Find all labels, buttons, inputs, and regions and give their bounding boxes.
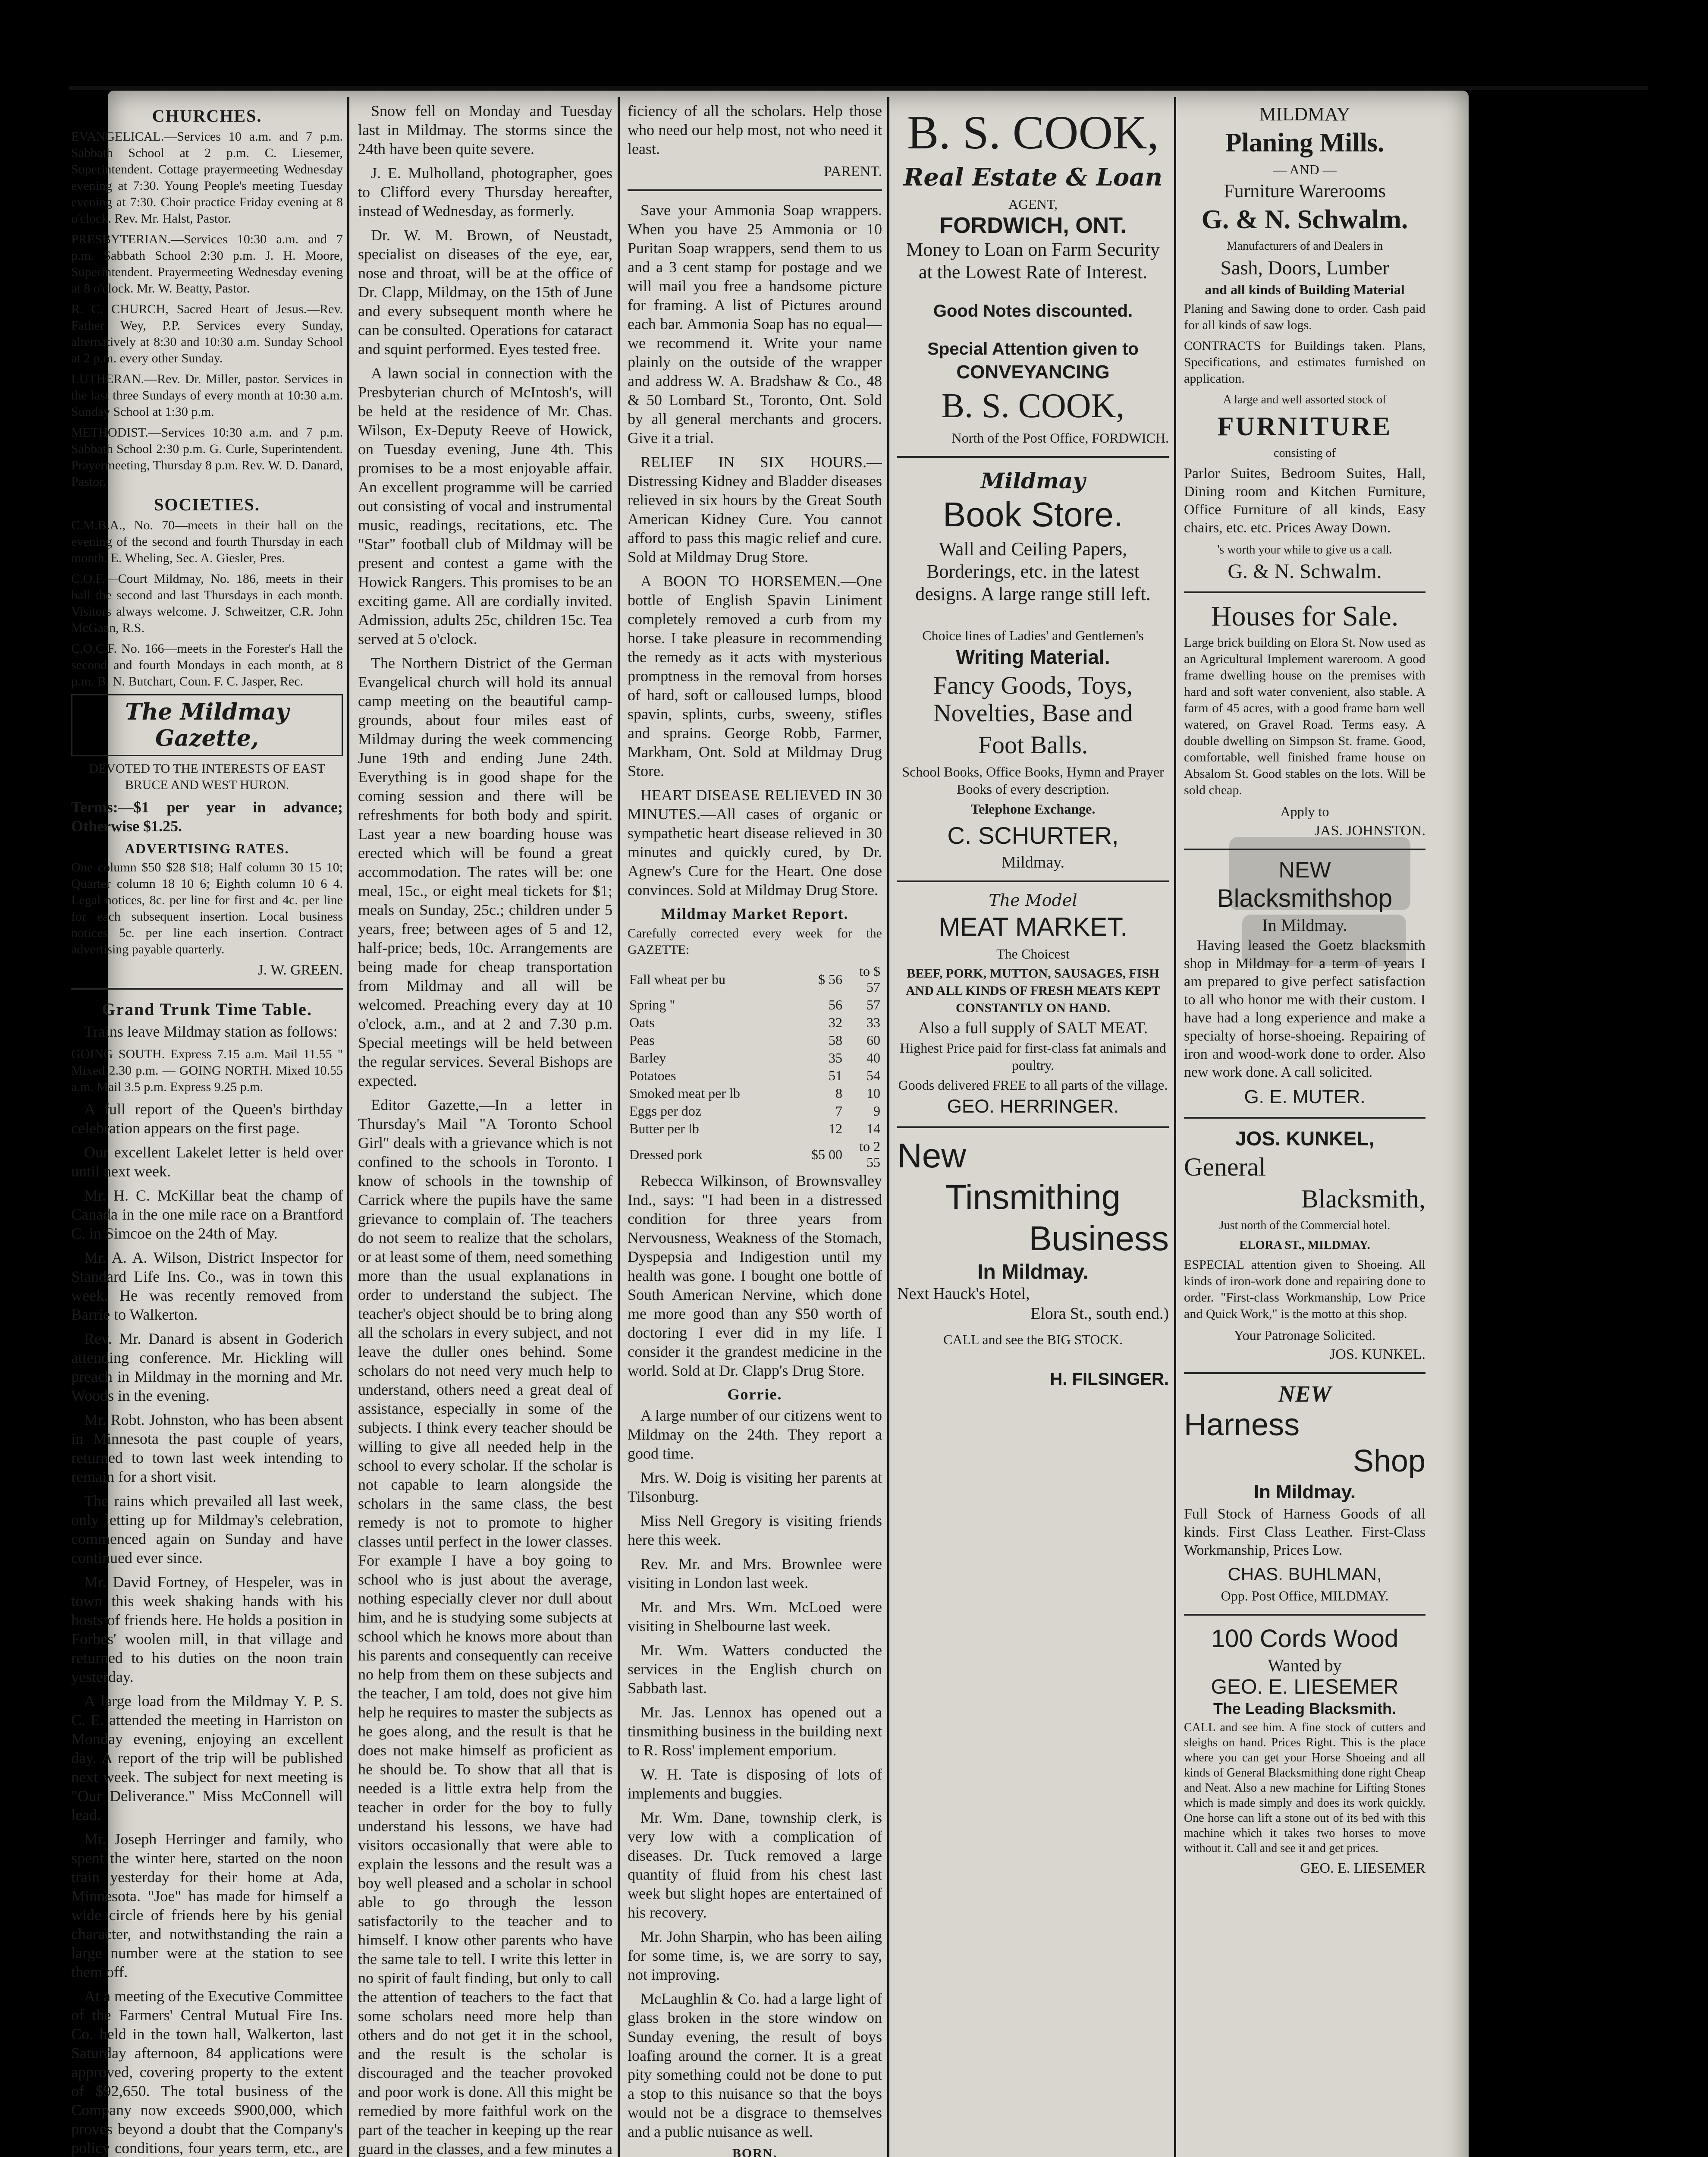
furniture-name: G. & N. Schwalm.: [1228, 560, 1382, 583]
gorrie-item: Mrs. W. Doig is visiting her parents at Tilsonburg.: [628, 1469, 882, 1505]
market-high: to $ 57: [859, 963, 880, 995]
gorrie-item: Mr. Jas. Lennox has opened out a tinsmithing business in the building next to R. Ross' implement emporium.: [628, 1704, 882, 1759]
gorrie-item: Rev. Mr. and Mrs. Brownlee were visiting in London last week.: [628, 1555, 882, 1591]
letter-signature: PARENT.: [823, 164, 882, 179]
tin-business: Business: [1029, 1219, 1169, 1258]
column-3: [628, 101, 882, 2157]
society-entry: C.O.F.—Court Mildmay, No. 186, meets in their hall the second and last Thursdays in each month. Visitors always welcome. J. Schweitzer, C.R. John McGaan, R.S.: [71, 572, 343, 635]
church-entry: EVANGELICAL.—Services 10 a.m. and 7 p.m. Sabbath School at 2 p.m. C. Liesemer, Superintendent. Cottage prayermeeting Wednesday evening at 7:30. Young People's meeting Tuesday evening at 7:30. Choir practice Friday evening at 8 o'clock. Rev. Mr. Halst, Pastor.: [71, 129, 343, 226]
society-entry: C.O.C.F. No. 166—meets in the Forester's Hall the second and fourth Mondays in each month, at 8 p.m. B. N. Butchart, Coun. F. C. Jasper, Rec.: [71, 641, 343, 689]
plan-build: and all kinds of Building Material: [1205, 282, 1405, 297]
blacksmith-body: Having leased the Goetz blacksmith shop in Mildmay for a term of years I am prepared to give perfect satisfaction to all who honor me with their custom. I have had a long experience and make a specialty of horse-shoeing. Repairing of iron and wood-work done to order. Also new work done. A call solicited.: [1184, 937, 1425, 1080]
meat-price: Highest Price paid for first-class fat animals and poultry.: [900, 1040, 1166, 1073]
churches-heading: CHURCHES.: [152, 106, 262, 126]
church-entry: LUTHERAN.—Rev. Dr. Miller, pastor. Services in the last three Sundays of every month at 10:30 a.m. Sunday School at 1:30 p.m.: [71, 372, 343, 419]
divider: [1184, 1372, 1425, 1374]
furniture-title: FURNITURE: [1217, 412, 1392, 441]
gorrie-item: W. H. Tate is disposing of lots of implements and buggies.: [628, 1766, 882, 1802]
houses-title: Houses for Sale.: [1211, 601, 1399, 632]
table-row: [628, 1085, 882, 1102]
tin-call: CALL and see the BIG STOCK.: [943, 1332, 1123, 1347]
notice-item: HEART DISEASE RELIEVED IN 30 MINUTES.—All cases of organic or sympathetic heart disease relieved in 30 minutes and quickly cured, by Dr. Agnew's Cure for the Heart. One dose convinces. Sold at Mildmay Drug Store.: [628, 786, 882, 899]
book-foot: Foot Balls.: [978, 731, 1088, 759]
meat-choicest: The Choicest: [996, 946, 1070, 962]
market-item: Spring ": [629, 997, 675, 1012]
letter-continued: ficiency of all the scholars. Help those who need our help most, not who need it least.: [628, 102, 882, 157]
ad-rates-heading: ADVERTISING RATES.: [125, 841, 289, 856]
meat-salt: Also a full supply of SALT MEAT.: [918, 1019, 1148, 1037]
blacksmith-in: In Mildmay.: [1262, 915, 1347, 935]
cords-leading: The Leading Blacksmith.: [1213, 1700, 1397, 1717]
market-high: 14: [867, 1121, 880, 1136]
gorrie-item: Mr. and Mrs. Wm. McLoed were visiting in Shelbourne last week.: [628, 1598, 882, 1635]
market-low: 58: [829, 1032, 842, 1048]
local-item: A large load from the Mildmay Y. P. S. C. E. attended the meeting in Harriston on Monday evening, enjoying an excellent day. A report of the trip will be published next week. The subject for next meeting is "Our Deliverance." Miss McConnell will lead.: [71, 1692, 343, 1824]
book-telephone: Telephone Exchange.: [970, 801, 1096, 817]
gorrie-item: A large number of our citizens went to Mildmay on the 24th. They report a good time.: [628, 1407, 882, 1462]
subscription-terms: Terms:—$1 per year in advance; Otherwise $1.25.: [71, 799, 343, 835]
tin-title: Tinsmithing: [945, 1178, 1121, 1216]
local-item: Our excellent Lakelet letter is held over until next week.: [71, 1144, 343, 1180]
market-low: 35: [829, 1050, 842, 1066]
divider: [1184, 1614, 1425, 1616]
gorrie-heading: Gorrie.: [727, 1386, 782, 1403]
plan-title: Planing Mills.: [1225, 128, 1385, 157]
gorrie-item: Mr. Wm. Dane, township clerk, is very low with a complication of diseases. Dr. Tuck removed a large quantity of fluid from his chest last week but slight hopes are entertained of his recovery.: [628, 1809, 882, 1921]
harness-body: Full Stock of Harness Goods of all kinds. First Class Leather. First-Class Workmanship, Prices Low.: [1184, 1506, 1425, 1558]
divider: [1184, 849, 1425, 850]
meat-name: GEO. HERRINGER.: [947, 1096, 1119, 1117]
table-row: [628, 1120, 882, 1138]
market-low: $ 56: [818, 971, 842, 987]
kunkel-body: ESPECIAL attention given to Shoeing. All kinds of iron-work done and repairing done to order. "First-class Workmanship, Low Price and Quick Work," is the motto at this shop.: [1184, 1258, 1425, 1321]
plan-name: G. & N. Schwalm.: [1201, 205, 1408, 234]
market-item: Dressed pork: [629, 1146, 703, 1162]
letter-to-editor: Editor Gazette,—In a letter in Thursday's Mail "A Toronto School Girl" deals with a grievance which is not confined to the schools in Toronto. I know of schools in the township of Carrick where the pupils have the same grievance to complain of. The teachers do not seem to realize that the scholars, or at least some of them, need something more than the usual explanations in order to understand the subject. The teacher's object should be to bring along all the scholars in every subject, and not leave the duller ones behind. Some scholars do not need very much help to understand, others need a great deal of assistance, especially in some of the subjects. I think every teacher should be willing to give all needed help in the school to every scholar. If the scholar is not capable to learn alongside the scholars in the same class, the best remedy is not to promote to higher classes until perfect in the lower classes. For example I have a boy going to school who is just about the average, nothing especially clever nor dull about him, and he is studying some subjects at school which he knows more about than his parents and consequently can receive no help from them on these subjects and the teacher, I am told, does not give him help he requires to master the subjects as he goes along, and the result is that he does not make himself as proficient as he should be. To show that all that is needed is a little extra help from the teacher in order for the boy to fully understand his lessons, we have had visitors occasionally that were able to explain the lessons and the result was a boy well pleased and a scholar in school able to go through the lesson satisfactorily to the teacher and to himself. I know other parents who have the same tale to tell. I write this letter in no spirit of fault finding, but only to call the attention of teachers to the fact that some scholars need more help than others and do not get it in the school, and the result is the scholar is discouraged and the teacher provoked and poor work is done. All this might be remedied by more faithful work on the part of the teacher in keeping up the rear guard in the classes, and a few minutes a: [358, 1096, 612, 2157]
book-school: School Books, Office Books, Hymn and Prayer Books of every description.: [902, 764, 1164, 797]
kunkel-signature: JOS. KUNKEL.: [1330, 1346, 1425, 1362]
table-row: [628, 1014, 882, 1031]
book-writing: Writing Material.: [956, 646, 1110, 668]
market-item: Fall wheat per bu: [629, 971, 726, 987]
market-high: 40: [867, 1050, 880, 1066]
book-title: Book Store.: [942, 495, 1123, 534]
column-rule: [887, 97, 889, 2157]
plan-furn: Furniture Warerooms: [1224, 180, 1386, 201]
market-high: to 2 55: [859, 1138, 880, 1170]
divider: [897, 880, 1169, 882]
divider: [897, 456, 1169, 458]
book-choice: Choice lines of Ladies' and Gentlemen's: [922, 628, 1144, 643]
church-entry: R. C. CHURCH, Sacred Heart of Jesus.—Rev. Father Wey, P.P. Services every Sunday, alternatively at 8:30 and 10:30 a.m. Sunday School at 2 p.m. every other Sunday.: [71, 302, 343, 365]
local-item: Mr. David Fortney, of Hespeler, was in town this week shaking hands with his hosts of friends here. He holds a position in Forbes' woolen mill, in that village and returned to his duties on the noon train yesterday.: [71, 1573, 343, 1685]
ad-rates: One column $50 $28 $18; Half column 30 15 10; Quarter column 18 10 6; Eighth column 10 6 4. Legal notices, 8c. per line for first and 4c. per line for each subsequent insertion. Local business notices 5c. per line each insertion. Contract advertising payable quarterly.: [71, 860, 343, 956]
cook-place: FORDWICH, ONT.: [939, 213, 1127, 238]
market-item: Smoked meat per lb: [629, 1085, 740, 1101]
houses-body: Large brick building on Elora St. Now used as an Agricultural Implement wareroom. A good frame dwelling house on the premises with hard and soft water convenient, also stable. A farm of 45 acres, with a good frame barn well watered, on Gravel Road. Terms easy. A double dwelling on Simpson St. frame. Good, comfortable, well finished frame house on Absalom St. Good stables on the lots. Will be sold cheap.: [1184, 635, 1425, 797]
divider: [628, 189, 882, 191]
market-high: 10: [867, 1085, 880, 1101]
local-item: A full report of the Queen's birthday celebration appears on the first page.: [71, 1101, 343, 1137]
local-item: Mr. H. C. McKillar beat the champ of Canada in the one mile race on a Brantford C. in Simcoe on the 24th of May.: [71, 1187, 343, 1242]
kunkel-blacksmith: Blacksmith,: [1301, 1185, 1425, 1213]
top-rule: [69, 86, 1648, 90]
book-town: Mildmay.: [1001, 853, 1065, 871]
cords-body: CALL and see him. A fine stock of cutters and sleighs on hand. Prices Right. This is the place where you can get your Horse Shoeing and all kinds of General Blacksmithing done right Cheap and Neat. Also a new machine for Lifting Stones which is made simply and does its work quickly. One horse can lift a stone out of its bed with this machine which it takes two horses to move without it. Call and see it and get prices.: [1184, 1721, 1425, 1855]
table-row: [628, 996, 882, 1014]
harness-address: Opp. Post Office, MILDMAY.: [1221, 1588, 1389, 1604]
table-row: [628, 962, 882, 996]
harness-shop: Shop: [1353, 1444, 1425, 1478]
gorrie-item: McLaughlin & Co. had a large light of glass broken in the store window on Sunday evening, the result of boys loafing around the corner. It is a great pity something could not be done to put a stop to this nuisance so that the boys would not be a disgrace to themselves and a public nuisance as well.: [628, 1990, 882, 2140]
market-item: Potatoes: [629, 1068, 676, 1083]
market-low: 51: [829, 1068, 842, 1083]
cook-special: Special Attention given to: [927, 340, 1139, 358]
harness-name: CHAS. BUHLMAN,: [1228, 1564, 1382, 1584]
market-heading: Mildmay Market Report.: [661, 905, 849, 922]
houses-name: JAS. JOHNSTON.: [1314, 823, 1425, 839]
market-intro: Carefully corrected every week for the GAZETTE:: [628, 926, 882, 957]
cords-name: GEO. E. LIESEMER: [1211, 1676, 1399, 1698]
plan-saw: Planing and Sawing done to order. Cash paid for all kinds of saw logs.: [1184, 302, 1425, 332]
masthead: The Mildmay Gazette,: [71, 694, 343, 756]
cords-wanted: Wanted by: [1268, 1656, 1342, 1675]
market-item: Butter per lb: [629, 1121, 699, 1136]
local-item: The rains which prevailed all last week, only letting up for Mildmay's celebration, commenced again on Sunday and have continued ever since.: [71, 1492, 343, 1566]
tin-next: Next Hauck's Hotel,: [897, 1285, 1030, 1303]
cook-subtitle: Real Estate & Loan: [903, 163, 1163, 192]
local-item: J. E. Mulholland, photographer, goes to Clifford every Thursday hereafter, instead of Wednesday, as formerly.: [358, 164, 612, 220]
column-rule: [347, 97, 349, 2157]
market-low: $5 00: [811, 1146, 842, 1162]
masthead-devoted: DEVOTED TO THE INTERESTS OF EAST BRUCE AND WEST HURON.: [89, 761, 325, 792]
kunkel-just: Just north of the Commercial hotel.: [1219, 1219, 1391, 1232]
meat-model: The Model: [989, 891, 1077, 910]
divider: [1184, 1117, 1425, 1119]
book-fancy: Fancy Goods, Toys, Novelties, Base and: [933, 671, 1133, 727]
societies-heading: SOCIETIES.: [154, 495, 260, 514]
table-row: [628, 1138, 882, 1171]
column-rule: [1174, 97, 1176, 2157]
time-table-heading: Grand Trunk Time Table.: [102, 1000, 312, 1019]
plan-top: MILDMAY: [1259, 104, 1350, 125]
kunkel-street: ELORA ST., MILDMAY.: [1239, 1239, 1370, 1252]
church-entry: METHODIST.—Services 10:30 a.m. and 7 p.m. Sabbath School 2:30 p.m. G. Curle, Superintendent. Prayermeeting, Thursday 8 p.m. Rev. W. D. Danard, Pastor.: [71, 425, 343, 489]
market-low: 7: [835, 1103, 842, 1119]
table-row: [628, 1067, 882, 1085]
kunkel-general: General: [1184, 1153, 1266, 1181]
market-high: 33: [867, 1015, 880, 1030]
local-item: Mr. A. A. Wilson, District Inspector for Standard Life Ins. Co., was in town this week. He was recently removed from Barrie to Walkerton.: [71, 1249, 343, 1323]
local-item: A lawn social in connection with the Presbyterian church of McIntosh's, will be held at the residence of Mr. Chas. Wilson, Ex-Deputy Reeve of Howick, on Tuesday evening, June 4th. This promises to be a most enjoyable affair. An excellent programme will be carried out consisting of vocal and instrumental music, readings, recitations, etc. The "Star" football club of Mildmay will be present and contest a game with the Howick Rangers. This promises to be an exciting game. All are cordially invited. Admission, adults 25c, children 15c. Tea served at 5 o'clock.: [358, 365, 612, 648]
notice-item: Save your Ammonia Soap wrappers. When you have 25 Ammonia or 10 Puritan Soap wrappers, send them to us and a 3 cent stamp for postage and we will mail you free a handsome picture for framing. A list of Pictures around each bar. Ammonia Soap has no equal—we recommend it. Write your name plainly on the outside of the wrapper and address W. A. Bradshaw & Co., 48 & 50 Lombard St., Toronto, Ont. Sold by all general merchants and grocers. Give it a trial.: [628, 201, 882, 446]
local-item: At a meeting of the Executive Committee of the Farmers' Central Mutual Fire Ins. Co. held in the town hall, Walkerton, last Saturday afternoon, 84 applications were approved, covering property to the extent of $92,650. The total business of the Company now exceeds $900,000, which proves beyond a doubt that the Company's policy conditions, four years term, etc., are: [71, 1987, 343, 2157]
furniture-consist: consisting of: [1274, 446, 1336, 460]
table-row: [628, 1049, 882, 1067]
table-row: [628, 1102, 882, 1120]
market-low: 32: [829, 1015, 842, 1030]
plan-manu: Manufacturers of and Dealers in: [1226, 239, 1383, 253]
market-low: 12: [829, 1121, 842, 1136]
market-high: 60: [867, 1032, 880, 1048]
local-item: Rev. Mr. Danard is absent in Goderich attending conference. Mr. Hickling will preach in Mildmay in the morning and Mr. Woods in the evening.: [71, 1330, 343, 1404]
cook-agent: AGENT,: [1008, 196, 1058, 212]
divider: [71, 988, 343, 990]
tin-name: H. FILSINGER.: [1050, 1370, 1169, 1389]
cords-signature: GEO. E. LIESEMER: [1300, 1860, 1425, 1876]
blacksmith-name: G. E. MUTER.: [1244, 1086, 1366, 1107]
tin-in: In Mildmay.: [977, 1261, 1089, 1283]
born-heading: BORN.: [732, 2146, 778, 2157]
local-item: Mr. Joseph Herringer and family, who spent the winter here, started on the noon train yesterday for their home at Ada, Minnesota. "Joe" has made for himself a wide circle of friends here by his genial character, and notwithstanding the rain a large number were at the station to see them off.: [71, 1830, 343, 1981]
column-rule: [618, 97, 620, 2157]
market-item: Eggs per doz: [629, 1103, 702, 1119]
market-table: [628, 962, 882, 1171]
ad-signature: J. W. GREEN.: [257, 962, 343, 978]
divider: [897, 1126, 1169, 1128]
society-entry: C.M.B.A., No. 70—meets in their hall on the evening of the second and fourth Thursday in each month. E. Wheling, Sec. A. Giesler, Pres.: [71, 518, 343, 565]
notice-item: A BOON TO HORSEMEN.—One bottle of English Spavin Liniment completely removed a curb from my horse. I take pleasure in recommending the remedy as it acts with mysterious promptness in the removal from horses of hard, soft or calloused lumps, blood spavin, splints, curbs, sweeny, stifles and sprains. George Robb, Farmer, Markham, Ont. Sold at Mildmay Drug Store.: [628, 572, 882, 780]
time-table-intro: Trains leave Mildmay station as follows:: [84, 1023, 338, 1040]
gorrie-item: Mr. John Sharpin, who has been ailing for some time, is, we are sorry to say, not improving.: [628, 1928, 882, 1983]
market-low: 8: [835, 1085, 842, 1101]
table-row: [628, 1031, 882, 1049]
cook-title-2: B. S. COOK,: [941, 387, 1125, 425]
cords-title: 100 Cords Wood: [1211, 1625, 1399, 1653]
gorrie-item: Mr. Wm. Watters conducted the services in the English church on Sabbath last.: [628, 1641, 882, 1697]
cook-conveyancing: CONVEYANCING: [956, 362, 1110, 383]
column-4: [897, 101, 1169, 2157]
local-item: Snow fell on Monday and Tuesday last in Mildmay. The storms since the 24th have been quite severe.: [358, 102, 612, 157]
notice-item: Rebecca Wilkinson, of Brownsvalley Ind., says: "I had been in a distressed condition for three years from Nervousness, Weakness of the Stomach, Dyspepsia and Indigestion until my health was gone. I bought one bottle of South American Nervine, which done me more good than any $50 worth of doctoring I ever did in my life. I consider it the grandest medicine in the world. Sold at Dr. Clapp's Drug Store.: [628, 1172, 882, 1379]
market-high: 9: [873, 1103, 880, 1119]
plan-sash: Sash, Doors, Lumber: [1220, 257, 1389, 279]
church-entry: PRESBYTERIAN.—Services 10:30 a.m. and 7 p.m. Sabbath School 2:30 p.m. J. H. Moore, Superintendent. Prayermeeting Wednesday evening at 8 o'clock. Mr. W. Beatty, Pastor.: [71, 232, 343, 296]
plan-large: A large and well assorted stock of: [1223, 393, 1387, 406]
kunkel-patronage: Your Patronage Solicited.: [1234, 1327, 1376, 1343]
blacksmith-title: Blacksmithshop: [1217, 884, 1393, 912]
market-item: Peas: [629, 1032, 655, 1048]
furniture-worth: 's worth your while to give us a call.: [1217, 543, 1392, 557]
local-item: The Northern District of the German Evangelical church will hold its annual camp meeting on the beautiful camp-grounds, about four miles east of Mildmay during the week commencing June 19th and ending June 24th. Everything is in good shape for the coming session and there will be refreshments for both body and spirit. Last year a new boarding house was erected which will be found a great accommodation. The rates will be: one meal, 15c., or eight meal tickets for $1; meals on Sunday, 25c.; children under 5 years, free; between ages of 5 and 12, half-price; beds, 10c. Arrangements are being made for cheap transportation from Mildmay and all will be welcomed. Preaching every day at 10 o'clock, a.m., and at 2 and 7.30 p.m. Special meetings will be held between the regular services. Several Bishops are expected.: [358, 654, 612, 1089]
cook-money: Money to Loan on Farm Security at the Lowest Rate of Interest.: [906, 239, 1160, 283]
blacksmith-new: NEW: [1278, 858, 1331, 883]
gorrie-item: Miss Nell Gregory is visiting friends here this week.: [628, 1512, 882, 1548]
local-item: Dr. W. M. Brown, of Neustadt, specialist on diseases of the eye, ear, nose and throat, will be at the office of Dr. Clapp, Mildmay, on the 15th of June and every subsequent month where he can be consulted. Operations for cataract and squint performed. Eyes tested free.: [358, 226, 612, 358]
harness-in: In Mildmay.: [1253, 1481, 1356, 1503]
meat-list: BEEF, PORK, MUTTON, SAUSAGES, FISH AND ALL KINDS OF FRESH MEATS KEPT CONSTANTLY ON HAND.: [905, 966, 1161, 1015]
market-high: 57: [867, 997, 880, 1012]
plan-and: — AND —: [1273, 162, 1337, 177]
market-item: Barley: [629, 1050, 666, 1066]
local-item: Mr. Robt. Johnston, who has been absent in Minnesota the past couple of years, returned to town last week intending to remain for a short visit.: [71, 1411, 343, 1485]
book-wall: Wall and Ceiling Papers, Borderings, etc. in the latest designs. A large range still left.: [915, 538, 1151, 604]
harness-title: Harness: [1184, 1408, 1300, 1442]
kunkel-name: JOS. KUNKEL,: [1235, 1127, 1375, 1150]
cook-address: North of the Post Office, FORDWICH.: [951, 430, 1169, 446]
houses-apply: Apply to: [1280, 804, 1329, 819]
furniture-items: Parlor Suites, Bedroom Suites, Hall, Dining room and Kitchen Furniture, Office Furniture of all kinds, Easy chairs, etc. etc. Prices Away Down.: [1184, 465, 1425, 536]
market-item: Oats: [629, 1015, 655, 1030]
market-low: 56: [829, 997, 842, 1012]
divider: [1184, 591, 1425, 593]
book-top: Mildmay: [980, 468, 1086, 494]
column-5: [1184, 101, 1425, 2157]
cook-notes: Good Notes discounted.: [933, 302, 1133, 321]
time-table: GOING SOUTH. Express 7.15 a.m. Mail 11.55 " Mixed 2.30 p.m. — GOING NORTH. Mixed 10.55 a.m. Mail 3.5 p.m. Express 9.25 p.m.: [71, 1047, 343, 1094]
cook-title: B. S. COOK,: [907, 106, 1159, 159]
column-1: [71, 101, 343, 2157]
plan-contracts: CONTRACTS for Buildings taken. Plans, Specifications, and estimates furnished on application.: [1184, 339, 1425, 386]
harness-new: NEW: [1278, 1381, 1331, 1407]
notice-item: RELIEF IN SIX HOURS.—Distressing Kidney and Bladder diseases relieved in six hours by the Great South American Kidney Cure. You cannot afford to pass this magic relief and cure. Sold at Mildmay Drug Store.: [628, 453, 882, 566]
tin-elora: Elora St., south end.): [1030, 1305, 1169, 1323]
column-2: [358, 101, 612, 2157]
tin-new: New: [897, 1136, 967, 1175]
market-high: 54: [867, 1068, 880, 1083]
meat-free: Goods delivered FREE to all parts of the village.: [898, 1077, 1168, 1093]
book-name: C. SCHURTER,: [947, 822, 1119, 849]
meat-title: MEAT MARKET.: [939, 912, 1127, 941]
